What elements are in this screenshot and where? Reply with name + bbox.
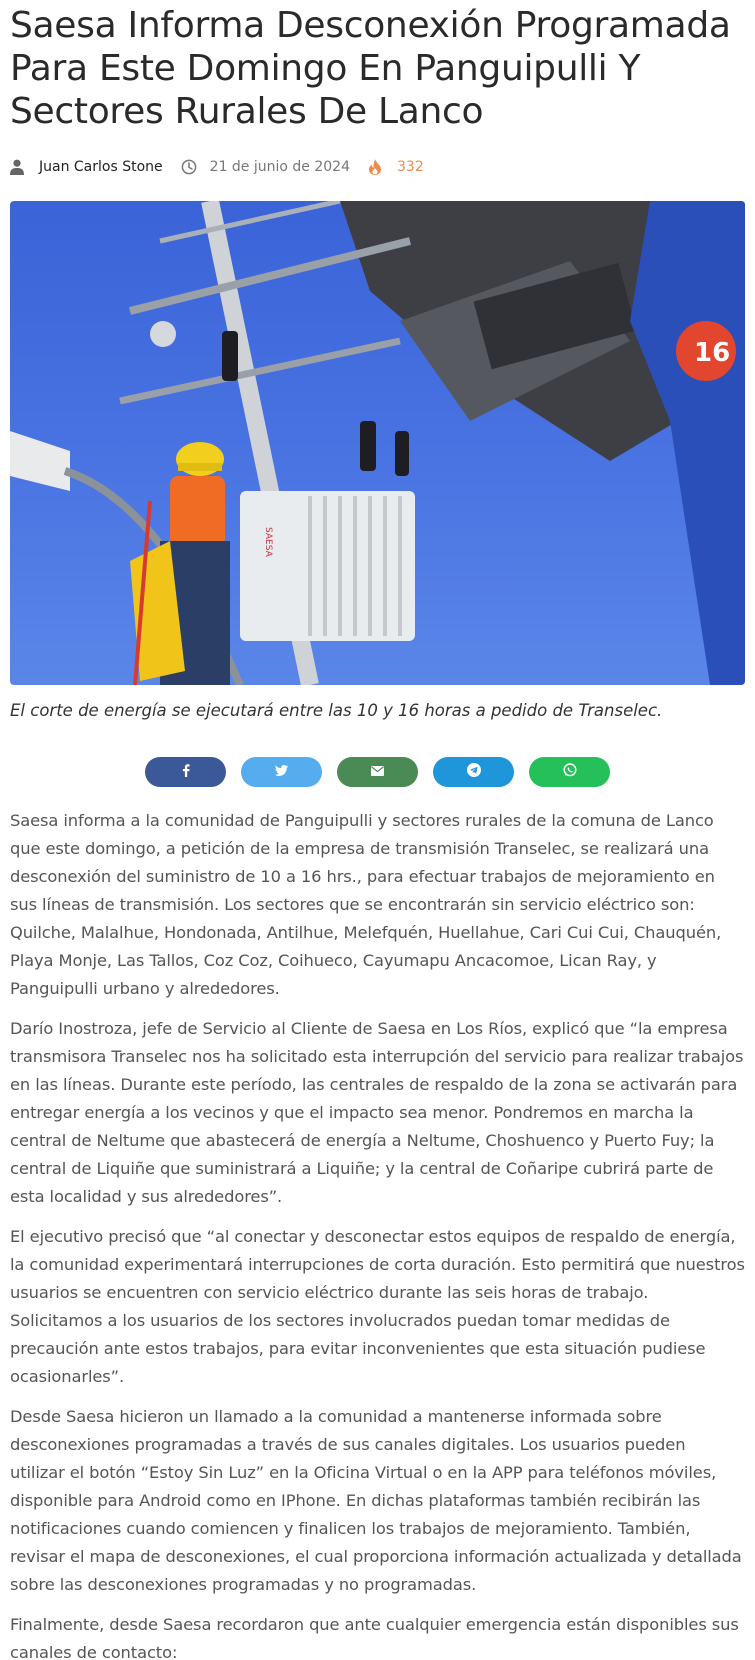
article-paragraph: Darío Inostroza, jefe de Servicio al Cliente de Saesa en Los Ríos, explicó que “la empresa transmisora Transelec nos ha solicitado esta interrupción del servicio para realizar trabajos en las líneas. Durante este período, las centrales de respaldo de la zona se activarán para entregar energía a los vecinos y que el impacto sea menor. Pondremos en marcha la central de Neltume que abastecerá de energía a Neltume, Choshuenco y Puerto Fuy; la central de Liquiñe que suministrará a Liquiñe; y la central de Coñaripe cubrirá parte de esta localidad y sus alrededores”. <box>10 1019 744 1206</box>
whatsapp-icon <box>563 763 577 781</box>
image-caption: El corte de energía se ejecutará entre las 10 y 16 horas a pedido de Transelec. <box>10 701 663 720</box>
share-telegram-button[interactable] <box>433 757 514 787</box>
share-twitter-button[interactable] <box>241 757 322 787</box>
article-body <box>10 807 745 1660</box>
author-name[interactable]: Juan Carlos Stone <box>39 159 163 175</box>
article-meta <box>10 155 745 179</box>
share-email-button[interactable] <box>337 757 418 787</box>
share-whatsapp-button[interactable] <box>529 757 610 787</box>
author-meta[interactable] <box>10 159 163 175</box>
date-meta <box>181 159 350 175</box>
facebook-icon <box>182 764 190 781</box>
user-icon <box>10 159 26 175</box>
clock-icon <box>181 159 197 175</box>
twitter-icon <box>275 765 288 780</box>
publish-date: 21 de junio de 2024 <box>209 159 350 175</box>
share-buttons <box>10 757 745 787</box>
transformer-label: SAESA <box>263 527 273 557</box>
article-paragraph: Saesa informa a la comunidad de Panguipulli y sectores rurales de la comuna de Lanco que este domingo, a petición de la empresa de transmisión Transelec, se realizará una desconexión del suministro de 10 a 16 hrs., para efectuar trabajos de mejoramiento en sus líneas de transmisión. Los sectores que se encontrarán sin servicio eléctrico son: Quilche, Malalhue, Hondonada, Antilhue, Melefquén, Huellahue, Cari Cui Cui, Chauquén, Playa Monje, Las Tallos, Coz Coz, Coihueco, Cayumapu Ancacomoe, Lican Ray, y Panguipulli urbano y alrededores. <box>10 811 722 998</box>
article-paragraph: El ejecutivo precisó que “al conectar y desconectar estos equipos de respaldo de energía, la comunidad experimentará interrupciones de corta duración. Esto permitirá que nuestros usuarios se encuentren con servicio eléctrico durante las seis horas de trabajo. Solicitamos a los usuarios de los sectores involucrados puedan tomar medidas de precaución ante estos trabajos, para evitar inconvenientes que esta situación pudiese ocasionarles”. <box>10 1227 745 1386</box>
view-count: 332 <box>397 159 424 175</box>
fire-icon <box>368 159 384 175</box>
article-title: Saesa Informa Desconexión Programada Para Este Domingo En Panguipulli Y Sectores Rurales De Lanco <box>10 5 731 132</box>
truck-number: 16 <box>694 338 731 368</box>
telegram-icon <box>467 763 481 781</box>
hero-illustration <box>10 201 745 685</box>
article-paragraph: Finalmente, desde Saesa recordaron que ante cualquier emergencia están disponibles sus canales de contacto: <box>10 1615 739 1660</box>
article-paragraph: Desde Saesa hicieron un llamado a la comunidad a mantenerse informada sobre desconexiones programadas a través de sus canales digitales. Los usuarios pueden utilizar el botón “Estoy Sin Luz” en la Oficina Virtual o en la APP para teléfonos móviles, disponible para Android como en IPhone. En dichas plataformas también recibirán las notificaciones cuando comiencen y finalicen los trabajos de mejoramiento. También, revisar el mapa de desconexiones, el cual proporciona información actualizada y detallada sobre las desconexiones programadas y no programadas. <box>10 1407 742 1594</box>
views-meta <box>368 159 424 175</box>
envelope-icon <box>371 765 384 780</box>
share-facebook-button[interactable] <box>145 757 226 787</box>
article-hero-image <box>10 201 745 685</box>
